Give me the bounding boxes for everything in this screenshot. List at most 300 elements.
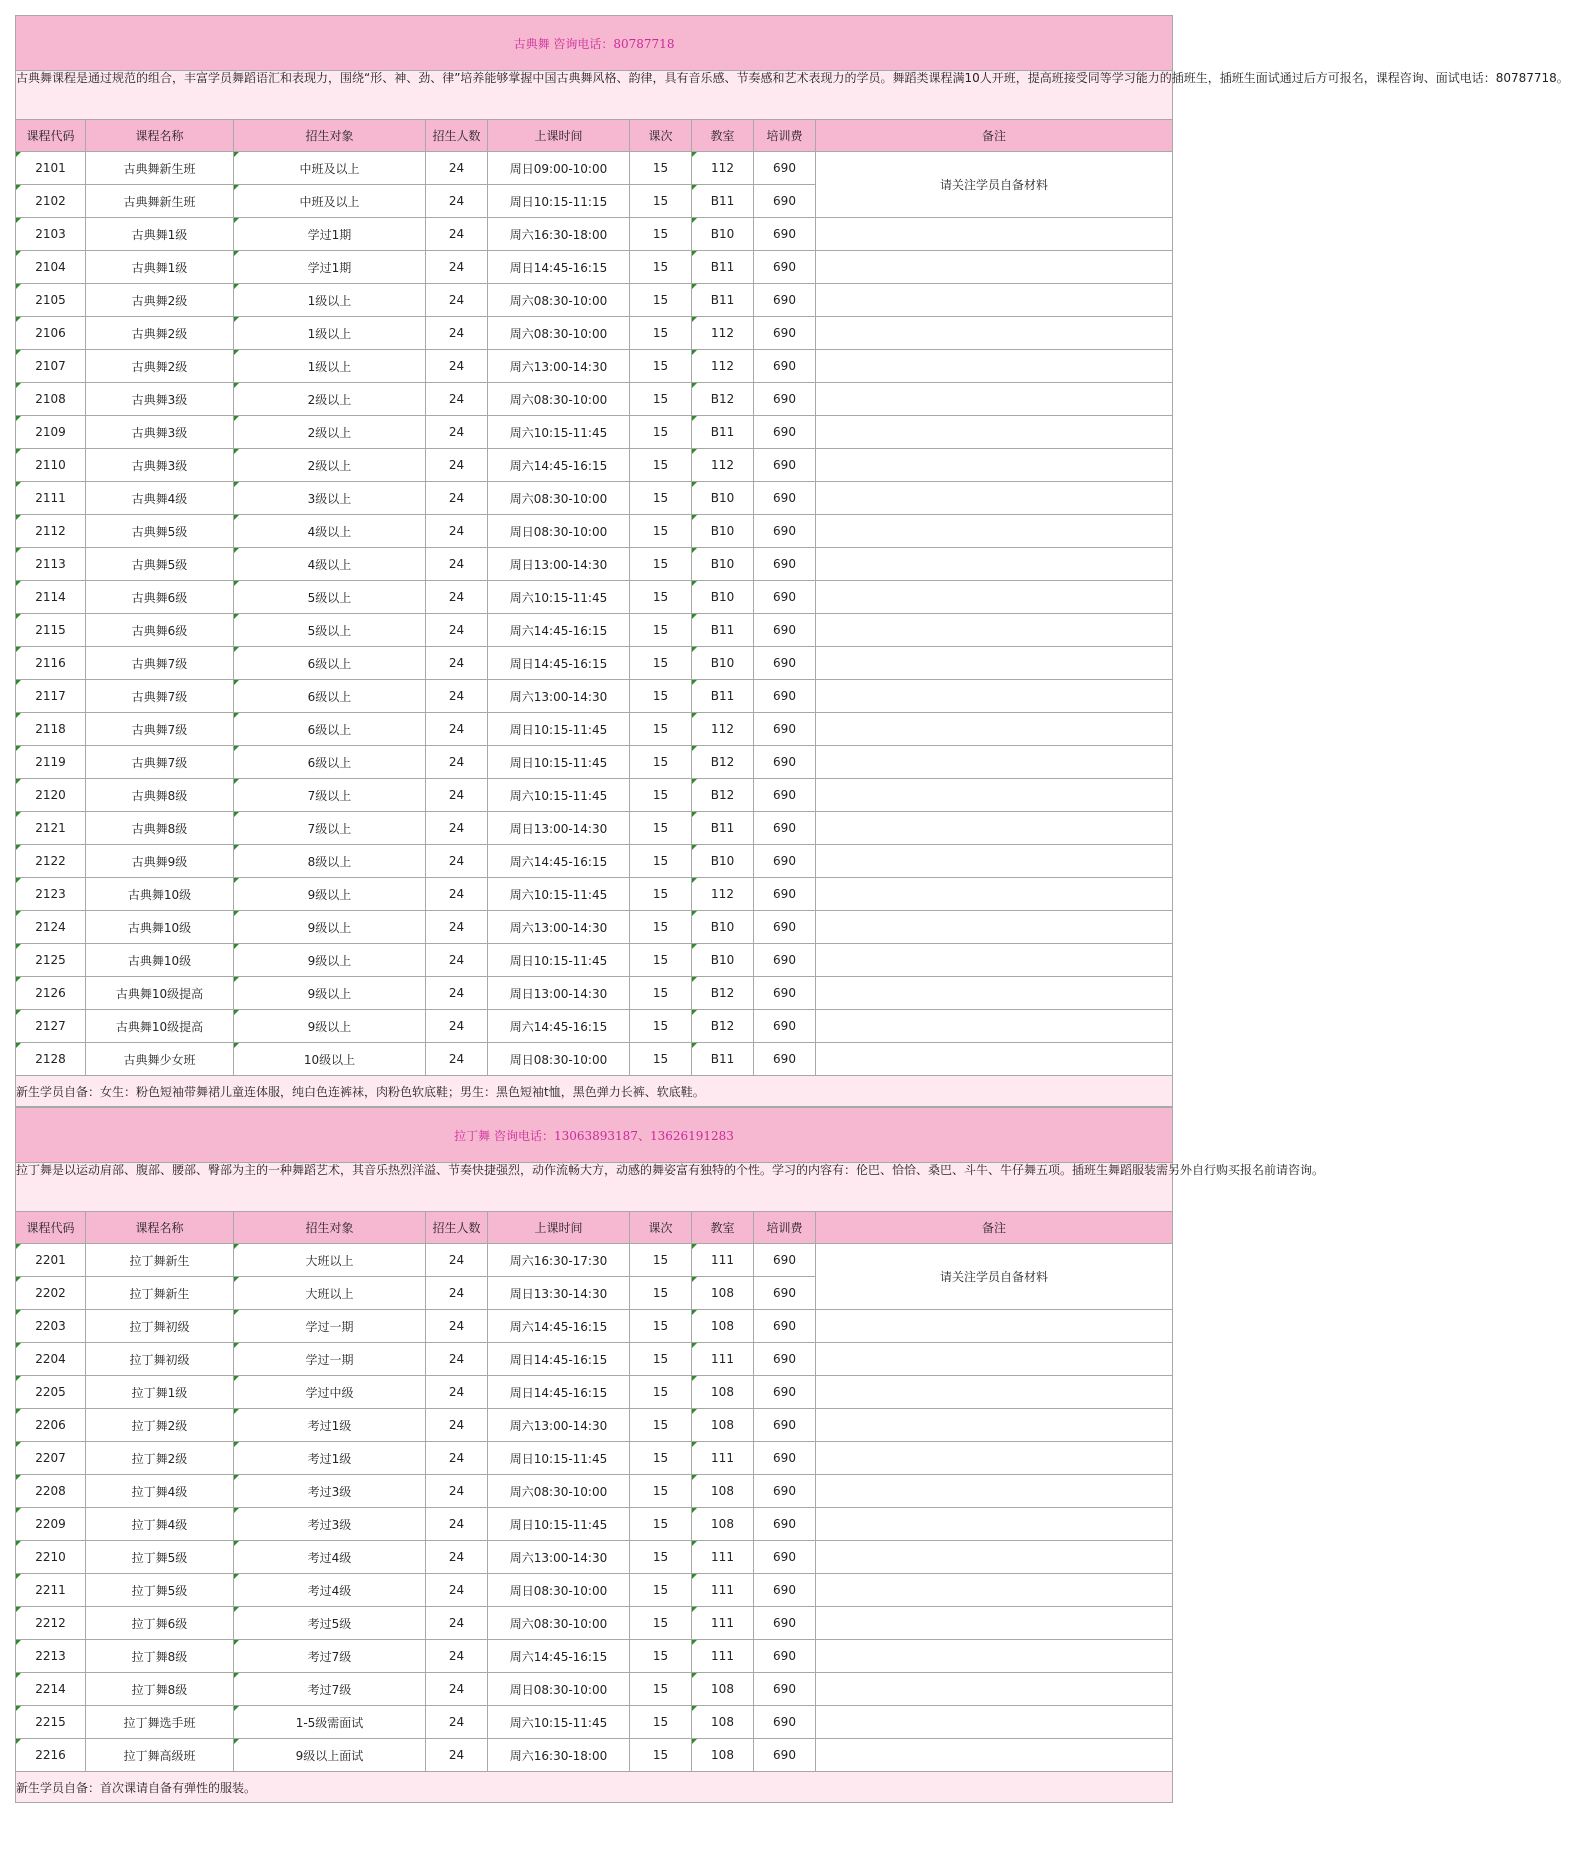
table-cell[interactable]: 考过3级 bbox=[234, 1508, 426, 1541]
table-cell[interactable]: 690 bbox=[754, 218, 816, 251]
table-cell[interactable]: 周六08:30-10:00 bbox=[488, 317, 630, 350]
table-cell[interactable]: 108 bbox=[692, 1310, 754, 1343]
table-cell[interactable]: 111 bbox=[692, 1244, 754, 1277]
table-cell[interactable]: 周六14:45-16:15 bbox=[488, 614, 630, 647]
table-cell[interactable]: 690 bbox=[754, 1475, 816, 1508]
table-cell[interactable]: 690 bbox=[754, 284, 816, 317]
column-header[interactable]: 课程代码 bbox=[16, 120, 86, 152]
table-cell[interactable]: 15 bbox=[630, 1475, 692, 1508]
remark-cell[interactable] bbox=[816, 746, 1173, 779]
remark-cell[interactable] bbox=[816, 779, 1173, 812]
column-header[interactable]: 培训费 bbox=[754, 120, 816, 152]
table-cell[interactable]: 690 bbox=[754, 746, 816, 779]
table-cell[interactable]: 690 bbox=[754, 1739, 816, 1772]
column-header[interactable]: 招生对象 bbox=[234, 120, 426, 152]
table-cell[interactable]: B10 bbox=[692, 845, 754, 878]
table-cell[interactable]: 周日14:45-16:15 bbox=[488, 647, 630, 680]
table-cell[interactable]: 周日10:15-11:45 bbox=[488, 1442, 630, 1475]
table-cell[interactable]: 古典舞7级 bbox=[86, 680, 234, 713]
table-cell[interactable]: 2203 bbox=[16, 1310, 86, 1343]
table-cell[interactable]: 112 bbox=[692, 317, 754, 350]
table-cell[interactable]: 2107 bbox=[16, 350, 86, 383]
table-cell[interactable]: 2204 bbox=[16, 1343, 86, 1376]
table-cell[interactable]: 24 bbox=[426, 1244, 488, 1277]
table-cell[interactable]: 拉丁舞1级 bbox=[86, 1376, 234, 1409]
table-cell[interactable]: 690 bbox=[754, 1376, 816, 1409]
table-cell[interactable]: 15 bbox=[630, 713, 692, 746]
table-cell[interactable]: 111 bbox=[692, 1541, 754, 1574]
table-cell[interactable]: 690 bbox=[754, 449, 816, 482]
column-header[interactable]: 招生人数 bbox=[426, 120, 488, 152]
table-cell[interactable]: 学过1期 bbox=[234, 251, 426, 284]
remark-cell[interactable] bbox=[816, 713, 1173, 746]
table-cell[interactable]: 108 bbox=[692, 1706, 754, 1739]
table-cell[interactable]: 15 bbox=[630, 944, 692, 977]
table-cell[interactable]: 2级以上 bbox=[234, 383, 426, 416]
table-cell[interactable]: 2110 bbox=[16, 449, 86, 482]
table-cell[interactable]: 6级以上 bbox=[234, 680, 426, 713]
table-cell[interactable]: 112 bbox=[692, 350, 754, 383]
table-cell[interactable]: 周六13:00-14:30 bbox=[488, 1541, 630, 1574]
table-cell[interactable]: 古典舞6级 bbox=[86, 581, 234, 614]
table-cell[interactable]: 9级以上 bbox=[234, 977, 426, 1010]
table-cell[interactable]: 15 bbox=[630, 416, 692, 449]
table-cell[interactable]: 15 bbox=[630, 581, 692, 614]
table-cell[interactable]: 690 bbox=[754, 779, 816, 812]
table-cell[interactable]: 2207 bbox=[16, 1442, 86, 1475]
table-cell[interactable]: 2202 bbox=[16, 1277, 86, 1310]
table-cell[interactable]: 690 bbox=[754, 1010, 816, 1043]
table-cell[interactable]: 古典舞3级 bbox=[86, 449, 234, 482]
table-cell[interactable]: 2119 bbox=[16, 746, 86, 779]
table-cell[interactable]: 690 bbox=[754, 977, 816, 1010]
table-cell[interactable]: 周日08:30-10:00 bbox=[488, 1673, 630, 1706]
table-cell[interactable]: 周六13:00-14:30 bbox=[488, 680, 630, 713]
table-cell[interactable]: 古典舞7级 bbox=[86, 746, 234, 779]
table-cell[interactable]: 古典舞10级 bbox=[86, 944, 234, 977]
table-cell[interactable]: 2125 bbox=[16, 944, 86, 977]
table-cell[interactable]: B10 bbox=[692, 218, 754, 251]
table-cell[interactable]: 2209 bbox=[16, 1508, 86, 1541]
table-cell[interactable]: 24 bbox=[426, 1673, 488, 1706]
table-cell[interactable]: 2121 bbox=[16, 812, 86, 845]
table-cell[interactable]: 拉丁舞5级 bbox=[86, 1541, 234, 1574]
table-cell[interactable]: 2211 bbox=[16, 1574, 86, 1607]
table-cell[interactable]: 拉丁舞8级 bbox=[86, 1673, 234, 1706]
remark-cell[interactable] bbox=[816, 911, 1173, 944]
table-cell[interactable]: 周六10:15-11:45 bbox=[488, 779, 630, 812]
table-cell[interactable]: 24 bbox=[426, 1739, 488, 1772]
table-cell[interactable]: 690 bbox=[754, 515, 816, 548]
table-cell[interactable]: 24 bbox=[426, 350, 488, 383]
table-cell[interactable]: 2127 bbox=[16, 1010, 86, 1043]
table-cell[interactable]: 24 bbox=[426, 977, 488, 1010]
table-cell[interactable]: 15 bbox=[630, 1277, 692, 1310]
table-cell[interactable]: 周日10:15-11:45 bbox=[488, 713, 630, 746]
table-cell[interactable]: 15 bbox=[630, 482, 692, 515]
table-cell[interactable]: 24 bbox=[426, 251, 488, 284]
table-cell[interactable]: B10 bbox=[692, 548, 754, 581]
table-cell[interactable]: 690 bbox=[754, 1673, 816, 1706]
remark-cell[interactable] bbox=[816, 977, 1173, 1010]
table-cell[interactable]: 690 bbox=[754, 1574, 816, 1607]
table-cell[interactable]: 111 bbox=[692, 1574, 754, 1607]
table-cell[interactable]: 690 bbox=[754, 911, 816, 944]
column-header[interactable]: 上课时间 bbox=[488, 120, 630, 152]
table-cell[interactable]: 古典舞4级 bbox=[86, 482, 234, 515]
table-cell[interactable]: 2120 bbox=[16, 779, 86, 812]
table-cell[interactable]: 周六14:45-16:15 bbox=[488, 1310, 630, 1343]
table-cell[interactable]: 111 bbox=[692, 1640, 754, 1673]
remark-cell[interactable] bbox=[816, 614, 1173, 647]
table-cell[interactable]: 古典舞10级 bbox=[86, 911, 234, 944]
table-cell[interactable]: 周日13:00-14:30 bbox=[488, 977, 630, 1010]
table-cell[interactable]: 古典舞9级 bbox=[86, 845, 234, 878]
table-cell[interactable]: 24 bbox=[426, 185, 488, 218]
table-cell[interactable]: 15 bbox=[630, 515, 692, 548]
table-cell[interactable]: 24 bbox=[426, 1541, 488, 1574]
table-cell[interactable]: 24 bbox=[426, 449, 488, 482]
table-cell[interactable]: 拉丁舞2级 bbox=[86, 1409, 234, 1442]
table-cell[interactable]: 690 bbox=[754, 1607, 816, 1640]
remark-cell[interactable] bbox=[816, 416, 1173, 449]
remark-cell[interactable] bbox=[816, 812, 1173, 845]
table-cell[interactable]: 108 bbox=[692, 1409, 754, 1442]
remark-cell[interactable] bbox=[816, 1541, 1173, 1574]
column-header[interactable]: 教室 bbox=[692, 120, 754, 152]
table-cell[interactable]: 古典舞8级 bbox=[86, 779, 234, 812]
table-cell[interactable]: 拉丁舞5级 bbox=[86, 1574, 234, 1607]
table-cell[interactable]: 15 bbox=[630, 1706, 692, 1739]
table-cell[interactable]: 690 bbox=[754, 548, 816, 581]
table-cell[interactable]: 690 bbox=[754, 1706, 816, 1739]
table-cell[interactable]: 24 bbox=[426, 1475, 488, 1508]
table-cell[interactable]: 24 bbox=[426, 1010, 488, 1043]
table-cell[interactable]: 拉丁舞4级 bbox=[86, 1508, 234, 1541]
table-cell[interactable]: 周六16:30-17:30 bbox=[488, 1244, 630, 1277]
table-cell[interactable]: 15 bbox=[630, 845, 692, 878]
column-header[interactable]: 课程名称 bbox=[86, 120, 234, 152]
table-cell[interactable]: B10 bbox=[692, 944, 754, 977]
remark-cell[interactable] bbox=[816, 218, 1173, 251]
table-cell[interactable]: 2103 bbox=[16, 218, 86, 251]
table-cell[interactable]: 690 bbox=[754, 1442, 816, 1475]
remark-cell[interactable] bbox=[816, 647, 1173, 680]
table-cell[interactable]: B12 bbox=[692, 977, 754, 1010]
table-cell[interactable]: 15 bbox=[630, 1442, 692, 1475]
table-cell[interactable]: 24 bbox=[426, 1574, 488, 1607]
remark-cell[interactable] bbox=[816, 515, 1173, 548]
table-cell[interactable]: 拉丁舞4级 bbox=[86, 1475, 234, 1508]
table-cell[interactable]: 周日08:30-10:00 bbox=[488, 515, 630, 548]
table-cell[interactable]: B12 bbox=[692, 746, 754, 779]
table-cell[interactable]: 古典舞1级 bbox=[86, 218, 234, 251]
table-cell[interactable]: 15 bbox=[630, 1244, 692, 1277]
table-cell[interactable]: 15 bbox=[630, 1310, 692, 1343]
table-cell[interactable]: 周六14:45-16:15 bbox=[488, 845, 630, 878]
table-cell[interactable]: 2205 bbox=[16, 1376, 86, 1409]
table-cell[interactable]: 24 bbox=[426, 944, 488, 977]
table-cell[interactable]: 8级以上 bbox=[234, 845, 426, 878]
table-cell[interactable]: 108 bbox=[692, 1277, 754, 1310]
table-cell[interactable]: 中班及以上 bbox=[234, 185, 426, 218]
table-cell[interactable]: B12 bbox=[692, 1010, 754, 1043]
table-cell[interactable]: 15 bbox=[630, 1010, 692, 1043]
table-cell[interactable]: 周六10:15-11:45 bbox=[488, 878, 630, 911]
table-cell[interactable]: 周日08:30-10:00 bbox=[488, 1043, 630, 1076]
table-cell[interactable]: 111 bbox=[692, 1343, 754, 1376]
table-cell[interactable]: 690 bbox=[754, 944, 816, 977]
table-cell[interactable]: 考过5级 bbox=[234, 1607, 426, 1640]
table-cell[interactable]: 15 bbox=[630, 548, 692, 581]
table-cell[interactable]: 3级以上 bbox=[234, 482, 426, 515]
table-cell[interactable]: 中班及以上 bbox=[234, 152, 426, 185]
table-cell[interactable]: B11 bbox=[692, 680, 754, 713]
table-cell[interactable]: B11 bbox=[692, 812, 754, 845]
remark-cell[interactable] bbox=[816, 284, 1173, 317]
remark-cell[interactable] bbox=[816, 1310, 1173, 1343]
remark-cell[interactable] bbox=[816, 878, 1173, 911]
remark-cell[interactable] bbox=[816, 1739, 1173, 1772]
remark-cell[interactable] bbox=[816, 548, 1173, 581]
table-cell[interactable]: 2级以上 bbox=[234, 416, 426, 449]
table-cell[interactable]: B10 bbox=[692, 515, 754, 548]
remark-cell[interactable] bbox=[816, 1706, 1173, 1739]
table-cell[interactable]: 周六13:00-14:30 bbox=[488, 1409, 630, 1442]
table-cell[interactable]: 108 bbox=[692, 1673, 754, 1706]
remark-cell[interactable] bbox=[816, 1442, 1173, 1475]
table-cell[interactable]: 690 bbox=[754, 317, 816, 350]
table-cell[interactable]: 考过1级 bbox=[234, 1409, 426, 1442]
table-cell[interactable]: 周六16:30-18:00 bbox=[488, 218, 630, 251]
table-cell[interactable]: 24 bbox=[426, 746, 488, 779]
table-cell[interactable]: 1级以上 bbox=[234, 350, 426, 383]
table-cell[interactable]: 24 bbox=[426, 1442, 488, 1475]
table-cell[interactable]: 2108 bbox=[16, 383, 86, 416]
remark-cell[interactable] bbox=[816, 350, 1173, 383]
table-cell[interactable]: 9级以上 bbox=[234, 911, 426, 944]
table-cell[interactable]: 2214 bbox=[16, 1673, 86, 1706]
table-cell[interactable]: B12 bbox=[692, 383, 754, 416]
table-cell[interactable]: 24 bbox=[426, 383, 488, 416]
table-cell[interactable]: 拉丁舞2级 bbox=[86, 1442, 234, 1475]
table-cell[interactable]: 690 bbox=[754, 581, 816, 614]
table-cell[interactable]: 9级以上 bbox=[234, 944, 426, 977]
table-cell[interactable]: 2112 bbox=[16, 515, 86, 548]
table-cell[interactable]: 2104 bbox=[16, 251, 86, 284]
table-cell[interactable]: 学过1期 bbox=[234, 218, 426, 251]
table-cell[interactable]: 周六16:30-18:00 bbox=[488, 1739, 630, 1772]
table-cell[interactable]: 112 bbox=[692, 152, 754, 185]
table-cell[interactable]: 古典舞新生班 bbox=[86, 152, 234, 185]
table-cell[interactable]: 24 bbox=[426, 1640, 488, 1673]
table-cell[interactable]: 690 bbox=[754, 251, 816, 284]
table-cell[interactable]: 690 bbox=[754, 482, 816, 515]
table-cell[interactable]: 24 bbox=[426, 1607, 488, 1640]
remark-cell[interactable] bbox=[816, 1673, 1173, 1706]
table-cell[interactable]: 7级以上 bbox=[234, 779, 426, 812]
table-cell[interactable]: 690 bbox=[754, 1310, 816, 1343]
table-cell[interactable]: 15 bbox=[630, 1574, 692, 1607]
remark-cell[interactable] bbox=[816, 251, 1173, 284]
table-cell[interactable]: 周日13:00-14:30 bbox=[488, 548, 630, 581]
table-cell[interactable]: 古典舞2级 bbox=[86, 284, 234, 317]
remark-cell[interactable] bbox=[816, 317, 1173, 350]
table-cell[interactable]: 690 bbox=[754, 185, 816, 218]
table-cell[interactable]: 24 bbox=[426, 1376, 488, 1409]
table-cell[interactable]: 24 bbox=[426, 1409, 488, 1442]
table-cell[interactable]: 15 bbox=[630, 812, 692, 845]
table-cell[interactable]: 拉丁舞新生 bbox=[86, 1277, 234, 1310]
table-cell[interactable]: 1级以上 bbox=[234, 284, 426, 317]
column-header[interactable]: 招生人数 bbox=[426, 1212, 488, 1244]
table-cell[interactable]: 考过4级 bbox=[234, 1574, 426, 1607]
table-cell[interactable]: 考过4级 bbox=[234, 1541, 426, 1574]
table-cell[interactable]: 15 bbox=[630, 152, 692, 185]
table-cell[interactable]: B10 bbox=[692, 581, 754, 614]
table-cell[interactable]: 15 bbox=[630, 911, 692, 944]
table-cell[interactable]: 周六08:30-10:00 bbox=[488, 1475, 630, 1508]
remark-cell[interactable] bbox=[816, 1343, 1173, 1376]
table-cell[interactable]: B10 bbox=[692, 911, 754, 944]
table-cell[interactable]: 2102 bbox=[16, 185, 86, 218]
table-cell[interactable]: 24 bbox=[426, 1508, 488, 1541]
table-cell[interactable]: 24 bbox=[426, 1706, 488, 1739]
table-cell[interactable]: 拉丁舞新生 bbox=[86, 1244, 234, 1277]
column-header[interactable]: 备注 bbox=[816, 1212, 1173, 1244]
table-cell[interactable]: 4级以上 bbox=[234, 548, 426, 581]
table-cell[interactable]: 古典舞5级 bbox=[86, 515, 234, 548]
table-cell[interactable]: 周日09:00-10:00 bbox=[488, 152, 630, 185]
table-cell[interactable]: 2201 bbox=[16, 1244, 86, 1277]
table-cell[interactable]: 690 bbox=[754, 1541, 816, 1574]
table-cell[interactable]: 周日14:45-16:15 bbox=[488, 1376, 630, 1409]
table-cell[interactable]: 2109 bbox=[16, 416, 86, 449]
table-cell[interactable]: 2212 bbox=[16, 1607, 86, 1640]
table-cell[interactable]: 24 bbox=[426, 713, 488, 746]
table-cell[interactable]: 5级以上 bbox=[234, 614, 426, 647]
table-cell[interactable]: 周日10:15-11:15 bbox=[488, 185, 630, 218]
table-cell[interactable]: 24 bbox=[426, 1343, 488, 1376]
remark-cell[interactable]: 请关注学员自备材料 bbox=[816, 1244, 1173, 1310]
table-cell[interactable]: 古典舞3级 bbox=[86, 416, 234, 449]
table-cell[interactable]: 2106 bbox=[16, 317, 86, 350]
table-cell[interactable]: 古典舞2级 bbox=[86, 350, 234, 383]
table-cell[interactable]: 周日14:45-16:15 bbox=[488, 251, 630, 284]
column-header[interactable]: 课次 bbox=[630, 120, 692, 152]
remark-cell[interactable] bbox=[816, 944, 1173, 977]
table-cell[interactable]: 690 bbox=[754, 680, 816, 713]
remark-cell[interactable]: 请关注学员自备材料 bbox=[816, 152, 1173, 218]
table-cell[interactable]: 周六13:00-14:30 bbox=[488, 350, 630, 383]
table-cell[interactable]: 15 bbox=[630, 1508, 692, 1541]
table-cell[interactable]: 690 bbox=[754, 1043, 816, 1076]
table-cell[interactable]: 2126 bbox=[16, 977, 86, 1010]
table-cell[interactable]: 15 bbox=[630, 746, 692, 779]
table-cell[interactable]: 15 bbox=[630, 1541, 692, 1574]
table-cell[interactable]: 古典舞10级提高 bbox=[86, 1010, 234, 1043]
table-cell[interactable]: 2105 bbox=[16, 284, 86, 317]
table-cell[interactable]: B12 bbox=[692, 779, 754, 812]
column-header[interactable]: 备注 bbox=[816, 120, 1173, 152]
table-cell[interactable]: 690 bbox=[754, 1277, 816, 1310]
table-cell[interactable]: 古典舞7级 bbox=[86, 647, 234, 680]
table-cell[interactable]: 周六08:30-10:00 bbox=[488, 1607, 630, 1640]
table-cell[interactable]: 690 bbox=[754, 1343, 816, 1376]
table-cell[interactable]: 2111 bbox=[16, 482, 86, 515]
remark-cell[interactable] bbox=[816, 1607, 1173, 1640]
table-cell[interactable]: 9级以上面试 bbox=[234, 1739, 426, 1772]
table-cell[interactable]: 15 bbox=[630, 779, 692, 812]
table-cell[interactable]: 690 bbox=[754, 1508, 816, 1541]
table-cell[interactable]: 690 bbox=[754, 416, 816, 449]
table-cell[interactable]: 24 bbox=[426, 911, 488, 944]
table-cell[interactable]: B10 bbox=[692, 647, 754, 680]
remark-cell[interactable] bbox=[816, 1640, 1173, 1673]
table-cell[interactable]: 2216 bbox=[16, 1739, 86, 1772]
table-cell[interactable]: 7级以上 bbox=[234, 812, 426, 845]
table-cell[interactable]: 108 bbox=[692, 1739, 754, 1772]
table-cell[interactable]: 15 bbox=[630, 350, 692, 383]
table-cell[interactable]: 2215 bbox=[16, 1706, 86, 1739]
table-cell[interactable]: 24 bbox=[426, 515, 488, 548]
table-cell[interactable]: 24 bbox=[426, 152, 488, 185]
remark-cell[interactable] bbox=[816, 1475, 1173, 1508]
column-header[interactable]: 培训费 bbox=[754, 1212, 816, 1244]
remark-cell[interactable] bbox=[816, 1043, 1173, 1076]
table-cell[interactable]: 24 bbox=[426, 1277, 488, 1310]
table-cell[interactable]: 15 bbox=[630, 878, 692, 911]
table-cell[interactable]: 2116 bbox=[16, 647, 86, 680]
table-cell[interactable]: 24 bbox=[426, 647, 488, 680]
table-cell[interactable]: 1-5级需面试 bbox=[234, 1706, 426, 1739]
table-cell[interactable]: 690 bbox=[754, 614, 816, 647]
table-cell[interactable]: 24 bbox=[426, 1310, 488, 1343]
table-cell[interactable]: 15 bbox=[630, 1343, 692, 1376]
table-cell[interactable]: 拉丁舞6级 bbox=[86, 1607, 234, 1640]
table-cell[interactable]: 690 bbox=[754, 152, 816, 185]
table-cell[interactable]: 6级以上 bbox=[234, 713, 426, 746]
table-cell[interactable]: 学过一期 bbox=[234, 1310, 426, 1343]
table-cell[interactable]: 24 bbox=[426, 779, 488, 812]
table-cell[interactable]: 拉丁舞8级 bbox=[86, 1640, 234, 1673]
table-cell[interactable]: 108 bbox=[692, 1376, 754, 1409]
table-cell[interactable]: 24 bbox=[426, 1043, 488, 1076]
table-cell[interactable]: 拉丁舞初级 bbox=[86, 1343, 234, 1376]
table-cell[interactable]: 15 bbox=[630, 1409, 692, 1442]
table-cell[interactable]: 24 bbox=[426, 548, 488, 581]
table-cell[interactable]: 24 bbox=[426, 416, 488, 449]
table-cell[interactable]: 15 bbox=[630, 1376, 692, 1409]
table-cell[interactable]: 周日14:45-16:15 bbox=[488, 1343, 630, 1376]
table-cell[interactable]: 周六10:15-11:45 bbox=[488, 1706, 630, 1739]
column-header[interactable]: 课次 bbox=[630, 1212, 692, 1244]
table-cell[interactable]: 周六14:45-16:15 bbox=[488, 449, 630, 482]
table-cell[interactable]: 考过3级 bbox=[234, 1475, 426, 1508]
table-cell[interactable]: 24 bbox=[426, 680, 488, 713]
table-cell[interactable]: 15 bbox=[630, 977, 692, 1010]
table-cell[interactable]: 考过7级 bbox=[234, 1640, 426, 1673]
table-cell[interactable]: 690 bbox=[754, 1640, 816, 1673]
table-cell[interactable]: 15 bbox=[630, 1607, 692, 1640]
table-cell[interactable]: 周六08:30-10:00 bbox=[488, 383, 630, 416]
table-cell[interactable]: 24 bbox=[426, 317, 488, 350]
table-cell[interactable]: 周六14:45-16:15 bbox=[488, 1640, 630, 1673]
table-cell[interactable]: 1级以上 bbox=[234, 317, 426, 350]
table-cell[interactable]: 15 bbox=[630, 185, 692, 218]
table-cell[interactable]: 2113 bbox=[16, 548, 86, 581]
table-cell[interactable]: 690 bbox=[754, 845, 816, 878]
